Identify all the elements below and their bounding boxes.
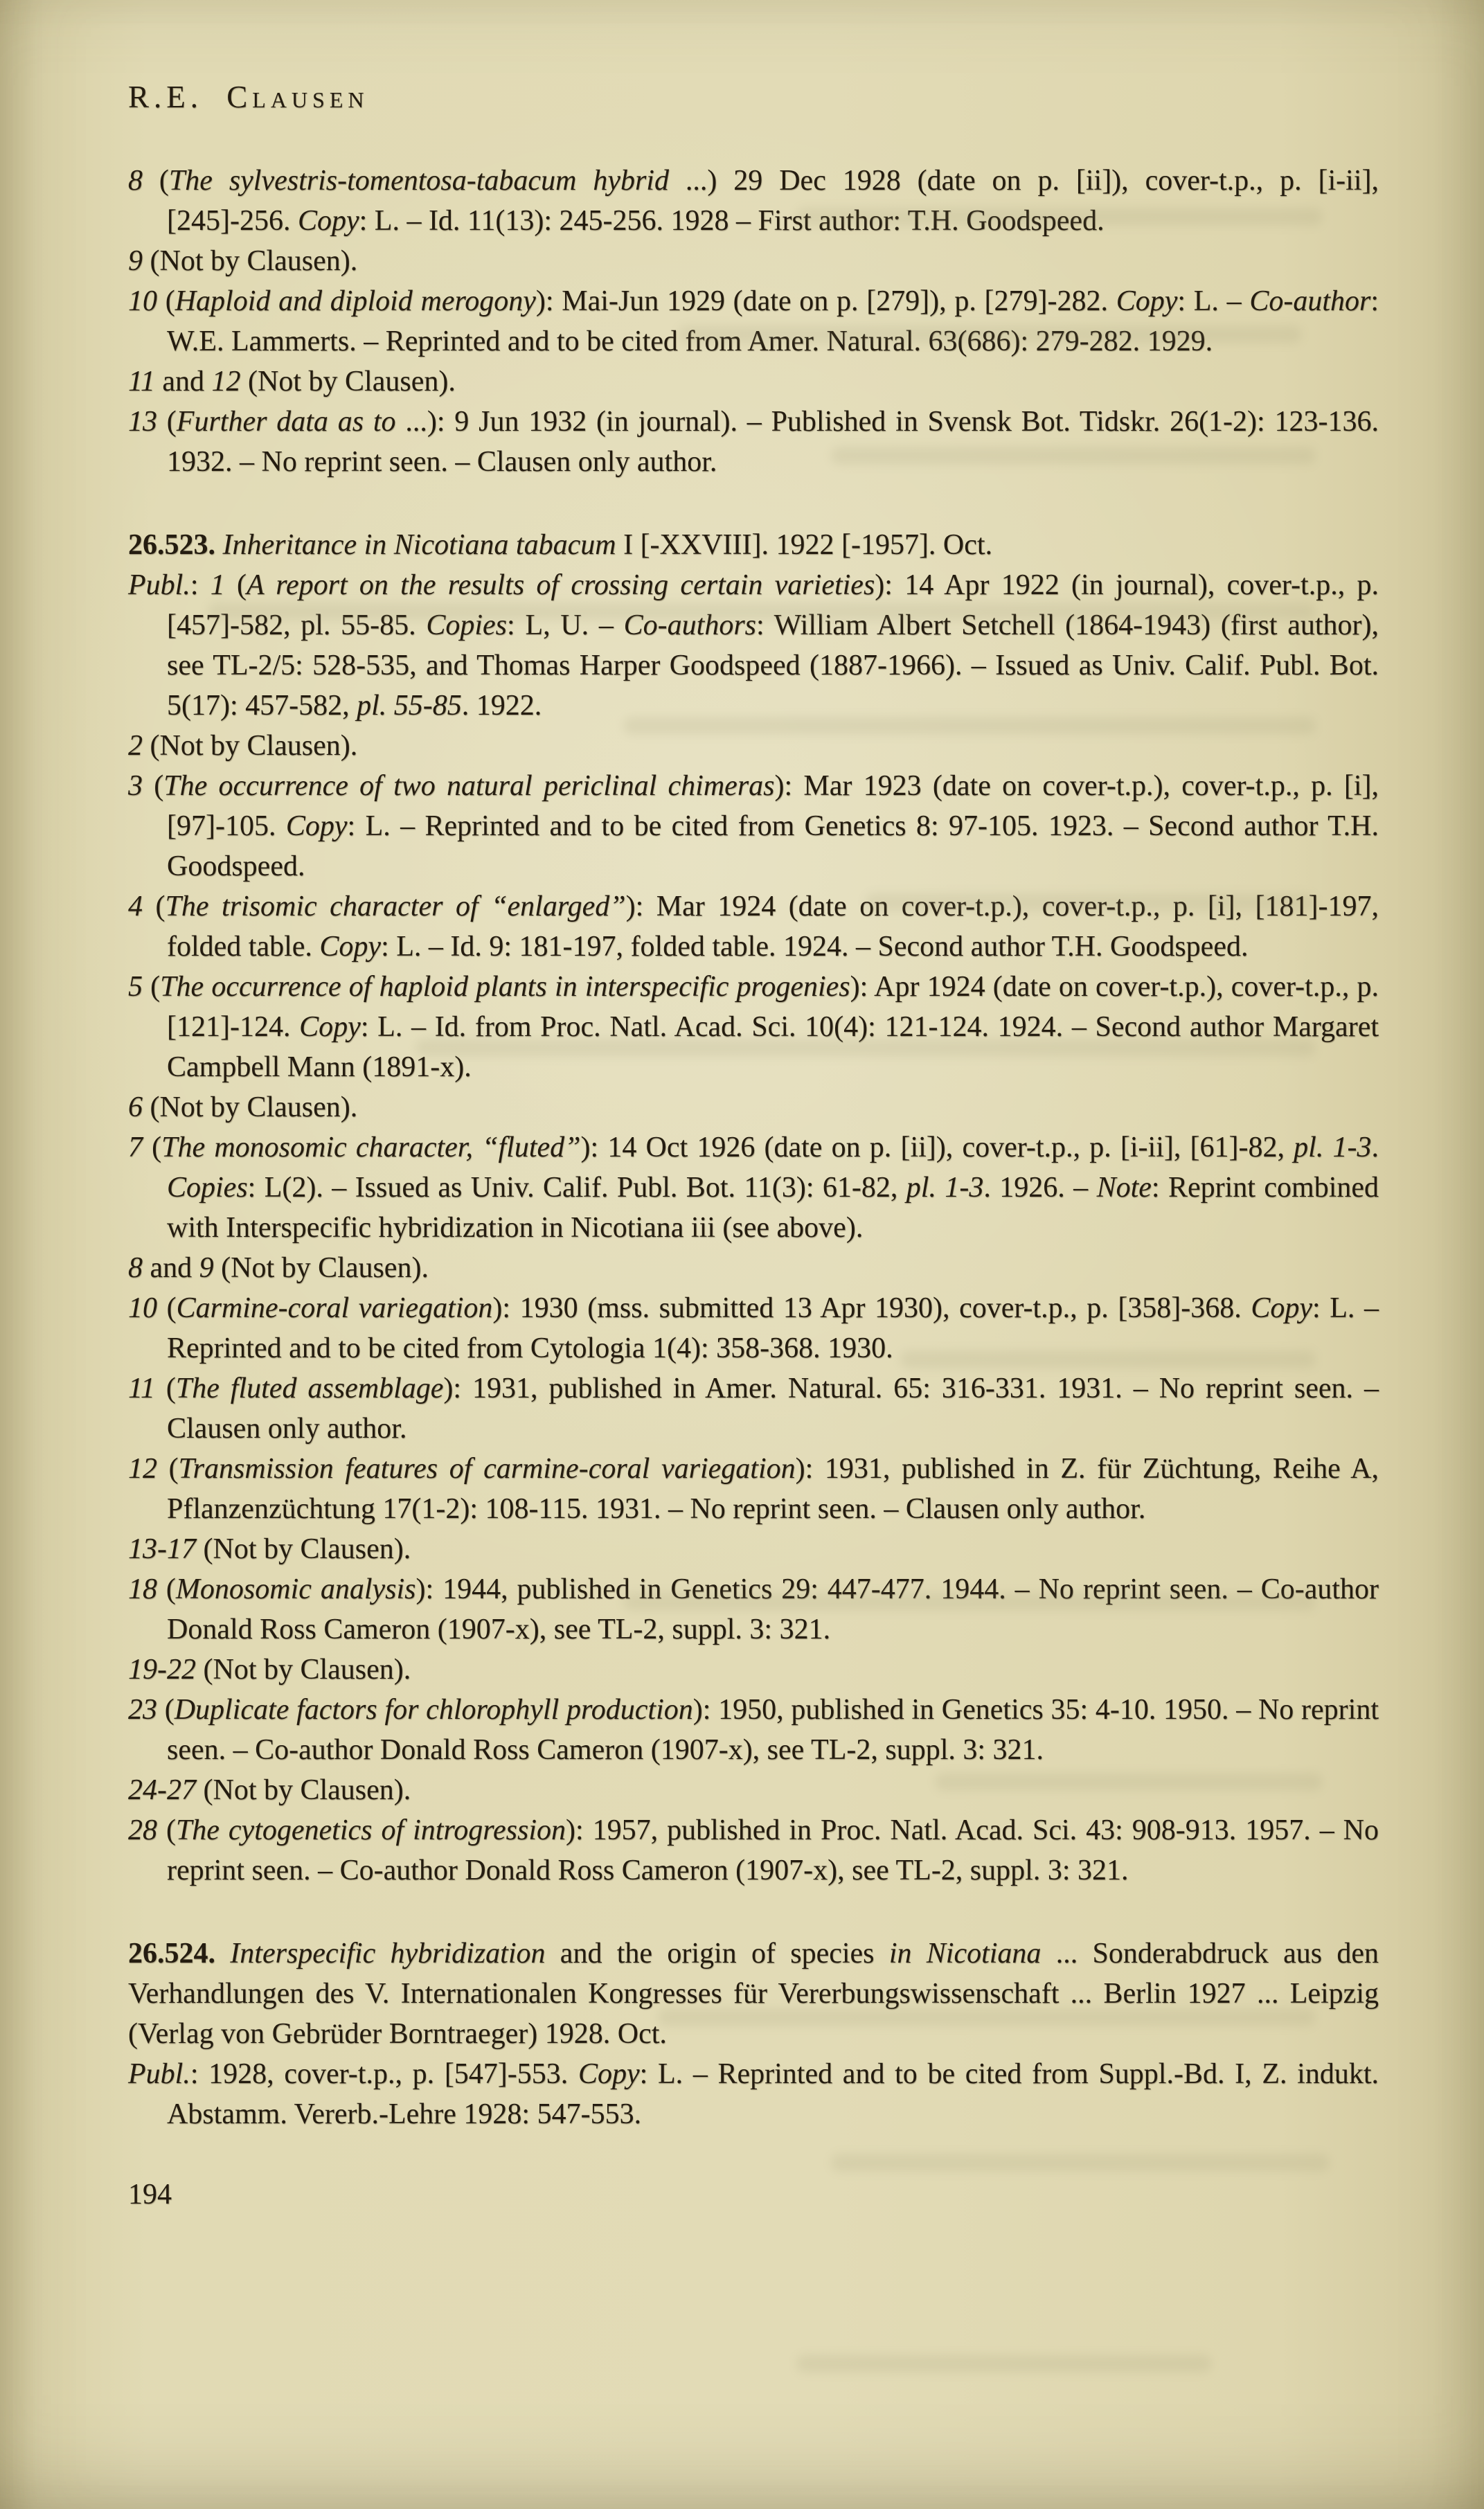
- text-segment: : Reprint combined with Interspecific hybridization in Nicotiana iii (see above).: [167, 1172, 1379, 1244]
- text-segment: 26.523.: [128, 529, 215, 561]
- text-segment: Duplicate factors for chlorophyll production: [174, 1694, 693, 1726]
- text-segment: in Nicotiana: [888, 1938, 1042, 1970]
- text-segment: 6: [128, 1091, 143, 1123]
- text-segment: : L, U. –: [507, 609, 624, 641]
- text-segment: Co-authors: [623, 609, 757, 641]
- text-segment: Copies: [426, 609, 508, 641]
- text-segment: 18: [128, 1573, 157, 1605]
- bibliography-entry: [128, 1087, 1379, 1127]
- text-segment: : William Albert Setchell (1864-1943) (first author), see TL-2/5: 528-535, and Thomas Harper Goodspeed (1887-1966). – Issued as Univ. Calif. Publ. Bot. 5(17): 457-582,: [167, 609, 1379, 722]
- text-segment: (Not by Clausen).: [143, 245, 358, 277]
- text-segment: pl. 55-85: [357, 690, 462, 722]
- text-segment: The occurrence of haploid plants in interspecific progenies: [160, 971, 850, 1003]
- text-segment: Copies: [167, 1172, 248, 1204]
- text-segment: Transmission features of carmine-coral variegation: [178, 1453, 796, 1485]
- text-segment: : L(2). – Issued as Univ. Calif. Publ. Bot. 11(3): 61-82,: [247, 1172, 906, 1204]
- text-segment: 10: [128, 1292, 157, 1324]
- text-segment: : L. – Reprinted and to be cited from Cytologia 1(4): 358-368. 1930.: [167, 1292, 1379, 1364]
- text-segment: (Not by Clausen).: [196, 1533, 411, 1565]
- bibliography-entry: [128, 886, 1379, 967]
- text-segment: 9: [199, 1252, 214, 1284]
- text-segment: pl. 1-3: [906, 1172, 984, 1204]
- text-segment: The trisomic character of “enlarged”: [165, 891, 626, 922]
- text-segment: : L. – Reprinted and to be cited from Suppl.-Bd. I, Z. indukt. Abstamm. Vererb.-Lehre 1928: 547-553.: [167, 2058, 1379, 2130]
- text-segment: 13: [128, 406, 157, 438]
- bibliography-entry: [128, 1288, 1379, 1368]
- text-segment: and the origin of species: [545, 1938, 889, 1970]
- text-segment: 28: [128, 1814, 157, 1846]
- text-segment: . 1926. –: [983, 1172, 1097, 1204]
- text-segment: ): Mar 1923 (date on cover-t.p.), cover-t.p., p. [i], [97]-105.: [167, 770, 1379, 842]
- text-segment: Carmine-coral variegation: [176, 1292, 493, 1324]
- text-segment: and: [154, 366, 212, 398]
- text-segment: The occurrence of two natural periclinal chimeras: [163, 770, 775, 802]
- bibliography-entry: [128, 726, 1379, 766]
- section-heading: [128, 525, 1379, 565]
- bibliography-entry: [128, 1449, 1379, 1529]
- text-segment: (Not by Clausen).: [143, 1091, 358, 1123]
- text-segment: Copy: [319, 931, 382, 963]
- text-segment: (: [157, 1694, 175, 1726]
- text-segment: ...) 29 Dec 1928 (date on p. [ii]), cover-t.p., p. [i-ii], [245]-256.: [167, 165, 1379, 237]
- text-segment: ...): 9 Jun 1932 (in journal). – Published in Svensk Bot. Tidskr. 26(1-2): 123-136. 1932. – No reprint seen. – Clausen only author.: [167, 406, 1379, 478]
- bibliography-entry: [128, 1650, 1379, 1690]
- text-segment: Copy: [1251, 1292, 1313, 1324]
- text-segment: ... Sonderabdruck aus den Verhandlungen des V. Internationalen Kongresses für Vererbungswissenschaft ... Berlin 1927 ... Leipzig (Verlag von Gebrüder Borntraeger) 1928. Oct.: [128, 1938, 1379, 2050]
- text-segment: : W.E. Lammerts. – Reprinted and to be cited from Amer. Natural. 63(686): 279-282. 1929.: [167, 285, 1379, 357]
- text-segment: (: [157, 1814, 176, 1846]
- text-segment: 11: [128, 366, 155, 398]
- text-segment: Publ.: [128, 569, 190, 601]
- text-segment: : L. – Id. 11(13): 245-256. 1928 – First author: T.H. Goodspeed.: [359, 205, 1105, 237]
- text-segment: (: [143, 770, 164, 802]
- bibliography-entry: [128, 1127, 1379, 1248]
- text-segment: (: [154, 1373, 176, 1404]
- bibliography-entry: [128, 766, 1379, 886]
- text-segment: Inheritance in Nicotiana tabacum: [222, 529, 616, 561]
- bibliography-entry: [128, 967, 1379, 1087]
- text-segment: ): 1931, published in Amer. Natural. 65: 316-331. 1931. – No reprint seen. – Clausen only author.: [167, 1373, 1379, 1445]
- text-segment: (Not by Clausen).: [196, 1654, 411, 1686]
- text-segment: 3: [128, 770, 143, 802]
- text-segment: Further data as to: [176, 406, 396, 438]
- text-segment: : L. – Reprinted and to be cited from Genetics 8: 97-105. 1923. – Second author T.H. Goodspeed.: [167, 810, 1379, 882]
- text-segment: The cytogenetics of introgression: [175, 1814, 566, 1846]
- text-segment: I [-XXVIII]. 1922 [-1957]. Oct.: [616, 529, 993, 561]
- bibliography-entry: [128, 565, 1379, 726]
- text-segment: 5: [128, 971, 143, 1003]
- bibliography-entry: [128, 1368, 1379, 1449]
- text-segment: (: [157, 1573, 176, 1605]
- text-segment: 2: [128, 730, 143, 762]
- text-segment: Publ.: [128, 2058, 190, 2090]
- text-segment: : L. –: [1177, 285, 1250, 317]
- text-segment: Copy: [297, 205, 359, 237]
- text-segment: (Not by Clausen).: [196, 1774, 411, 1806]
- text-segment: [215, 1938, 230, 1970]
- text-segment: 19-22: [128, 1654, 196, 1686]
- page-number: 194: [128, 2179, 172, 2211]
- text-segment: (Not by Clausen).: [143, 730, 358, 762]
- text-segment: Monosomic analysis: [175, 1573, 416, 1605]
- text-segment: ): 14 Oct 1926 (date on p. [ii]), cover-t.p., p. [i-ii], [61]-82,: [580, 1132, 1294, 1163]
- text-segment: (Not by Clausen).: [213, 1252, 429, 1284]
- bibliography-entry: [128, 1529, 1379, 1569]
- text-segment: Copy: [578, 2058, 640, 2090]
- text-segment: :: [190, 569, 211, 601]
- text-segment: 1: [210, 569, 225, 601]
- text-segment: pl. 1-3: [1294, 1132, 1372, 1163]
- text-segment: 10: [128, 285, 157, 317]
- text-segment: (: [143, 891, 166, 922]
- text-segment: ): 14 Apr 1922 (in journal), cover-t.p., p. [457]-582, pl. 55-85.: [167, 569, 1379, 641]
- text-segment: . 1922.: [461, 690, 542, 722]
- text-segment: ): 1957, published in Proc. Natl. Acad. Sci. 43: 908-913. 1957. – No reprint seen. – Co-author Donald Ross Cameron (1907-x), see TL-2, suppl. 3: 321.: [167, 1814, 1379, 1886]
- section-heading: [128, 1934, 1379, 2054]
- text-segment: Copy: [299, 1011, 361, 1043]
- bibliography-entry: [128, 1810, 1379, 1891]
- text-segment: Haploid and diploid merogony: [175, 285, 536, 317]
- bleedthrough-artifact: [796, 2355, 1212, 2373]
- text-segment: (: [143, 1132, 162, 1163]
- bibliography-entry: [128, 402, 1379, 482]
- text-segment: (: [157, 285, 175, 317]
- text-segment: 12: [128, 1453, 157, 1485]
- text-segment: ): 1930 (mss. submitted 13 Apr 1930), cover-t.p., p. [358]-368.: [492, 1292, 1251, 1324]
- text-segment: The sylvestris-tomentosa-tabacum hybrid: [168, 165, 669, 197]
- text-segment: The monosomic character, “fluted”: [161, 1132, 581, 1163]
- running-header: R.E. Clausen: [128, 80, 369, 114]
- text-segment: [215, 529, 223, 561]
- page-body: [128, 161, 1379, 2134]
- text-segment: 11: [128, 1373, 155, 1404]
- text-segment: 9: [128, 245, 143, 277]
- text-segment: 13-17: [128, 1533, 196, 1565]
- text-segment: ): Apr 1924 (date on cover-t.p.), cover-t.p., p. [121]-124.: [167, 971, 1379, 1043]
- text-segment: (: [143, 971, 161, 1003]
- text-segment: : L. – Id. from Proc. Natl. Acad. Sci. 10(4): 121-124. 1924. – Second author Margaret Campbell Mann (1891-x).: [167, 1011, 1379, 1083]
- text-segment: ): 1944, published in Genetics 29: 447-477. 1944. – No reprint seen. – Co-author Donald Ross Cameron (1907-x), see TL-2, suppl. 3: 321.: [167, 1573, 1379, 1645]
- text-segment: (Not by Clausen).: [240, 366, 456, 398]
- text-segment: (: [143, 165, 169, 197]
- text-segment: 24-27: [128, 1774, 196, 1806]
- bibliography-entry: [128, 281, 1379, 361]
- bibliography-entry: [128, 1770, 1379, 1810]
- text-segment: : L. – Id. 9: 181-197, folded table. 1924. – Second author T.H. Goodspeed.: [381, 931, 1249, 963]
- text-segment: (: [157, 1292, 177, 1324]
- bibliography-entry: [128, 241, 1379, 281]
- text-segment: 23: [128, 1694, 157, 1726]
- text-segment: .: [1371, 1132, 1379, 1163]
- bibliography-entry: [128, 161, 1379, 241]
- text-segment: 26.524.: [128, 1938, 215, 1970]
- text-segment: Co-author: [1249, 285, 1371, 317]
- bibliography-entry: [128, 2054, 1379, 2134]
- text-segment: (: [157, 1453, 179, 1485]
- text-segment: (: [224, 569, 247, 601]
- bibliography-entry: [128, 1690, 1379, 1770]
- text-segment: 4: [128, 891, 143, 922]
- text-segment: 12: [211, 366, 241, 398]
- text-segment: Interspecific hybridization: [230, 1938, 546, 1970]
- bleedthrough-artifact: [831, 2154, 1330, 2172]
- text-segment: The fluted assemblage: [175, 1373, 444, 1404]
- text-segment: (: [157, 406, 177, 438]
- text-segment: Copy: [1116, 285, 1178, 317]
- text-segment: 8: [128, 1252, 143, 1284]
- text-segment: ): Mai-Jun 1929 (date on p. [279]), p. [279]-282.: [535, 285, 1116, 317]
- text-segment: ): 1950, published in Genetics 35: 4-10. 1950. – No reprint seen. – Co-author Donald Ross Cameron (1907-x), see TL-2, suppl. 3: 321.: [167, 1694, 1379, 1766]
- text-segment: ): Mar 1924 (date on cover-t.p.), cover-t.p., p. [i], [181]-197, folded table.: [167, 891, 1379, 963]
- bibliography-entry: [128, 1248, 1379, 1288]
- text-segment: : 1928, cover-t.p., p. [547]-553.: [190, 2058, 578, 2090]
- text-segment: 7: [128, 1132, 143, 1163]
- text-segment: Copy: [285, 810, 348, 842]
- text-segment: ): 1931, published in Z. für Züchtung, Reihe A, Pflanzenzüchtung 17(1-2): 108-115. 1931. – No reprint seen. – Clausen only author.: [167, 1453, 1379, 1525]
- bibliography-entry: [128, 361, 1379, 402]
- bibliography-entry: [128, 1569, 1379, 1650]
- text-segment: Note: [1096, 1172, 1152, 1204]
- text-segment: 8: [128, 165, 143, 197]
- text-segment: A report on the results of crossing certain varieties: [247, 569, 875, 601]
- text-segment: and: [143, 1252, 199, 1284]
